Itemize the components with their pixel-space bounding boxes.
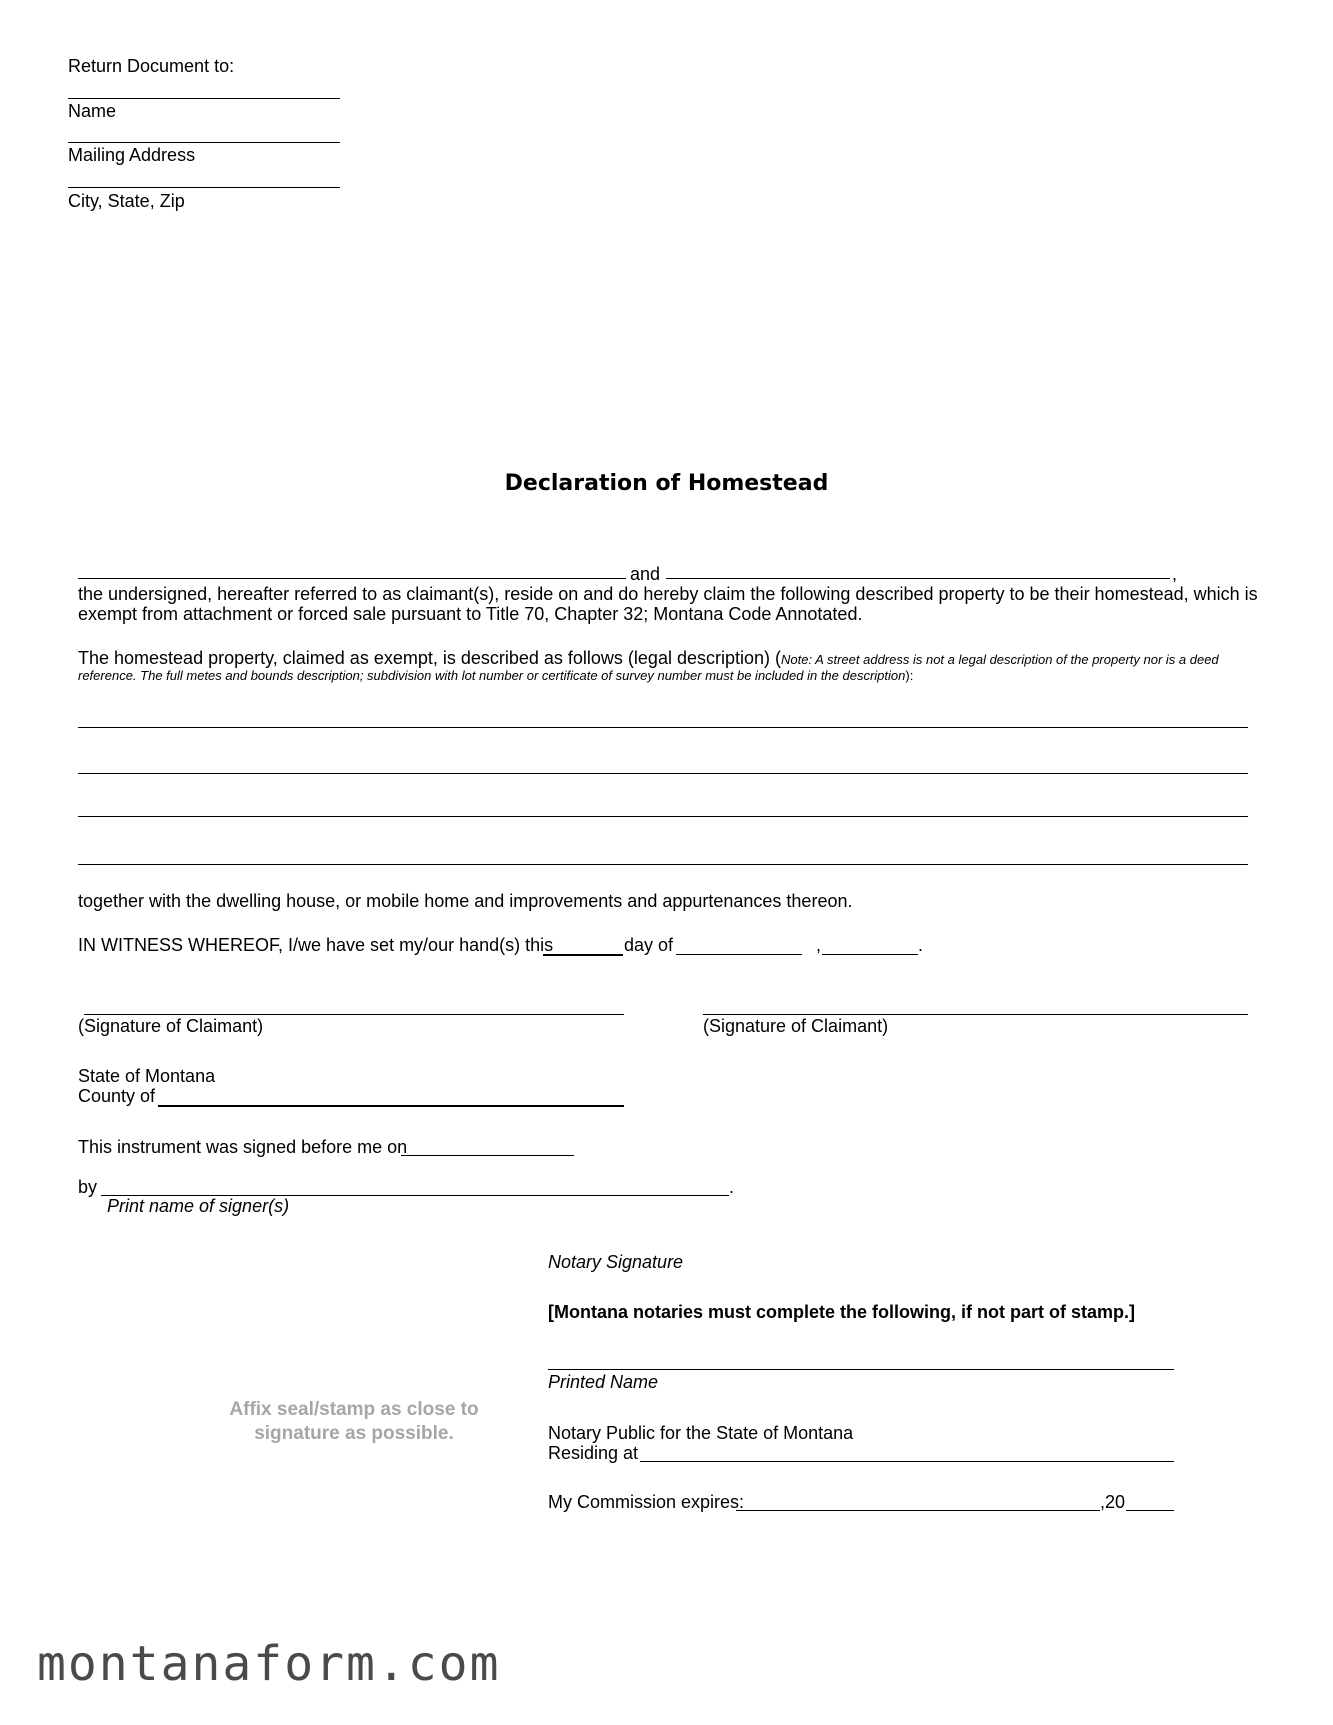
notary-year-prefix: ,20 [1100, 1492, 1126, 1512]
seal-note-line1: Affix seal/stamp as close to [229, 1399, 479, 1420]
signed-before-label: This instrument was signed before me on [78, 1137, 408, 1157]
witness-month-line[interactable] [676, 954, 802, 955]
witness-comma: , [816, 935, 822, 955]
legal-description-line-1[interactable] [78, 727, 1248, 728]
claimant-signature-label-right: (Signature of Claimant) [703, 1016, 889, 1036]
claimant-signature-line-left[interactable] [84, 1014, 624, 1015]
claimant-statement-line1: the undersigned, hereafter referred to as claimant(s), reside on and do hereby claim the following described property to be their homestead, which is [78, 584, 1258, 604]
notary-commission-label: My Commission expires: [548, 1492, 745, 1512]
legal-description-line-3[interactable] [78, 816, 1248, 817]
signer-period: . [729, 1177, 735, 1197]
and-word: and [630, 564, 661, 584]
notary-printed-name-line[interactable] [548, 1369, 1174, 1370]
return-heading: Return Document to: [68, 56, 235, 76]
property-note-1: Note: A street address is not a legal description of the property nor is a deed [780, 652, 1219, 667]
notary-commission-line[interactable] [736, 1510, 1100, 1511]
property-note-line2 [78, 668, 913, 683]
claimant-signature-line-right[interactable] [703, 1014, 1248, 1015]
signed-date-line[interactable] [401, 1155, 574, 1156]
witness-day-of: day of [624, 935, 674, 955]
return-city-line[interactable] [68, 187, 340, 188]
notary-public-for: Notary Public for the State of Montana [548, 1423, 854, 1443]
claimant-signature-label-left: (Signature of Claimant) [78, 1016, 264, 1036]
return-city-label: City, State, Zip [68, 191, 185, 211]
property-lead-text: The homestead property, claimed as exempt, is described as follows (legal description) ( [78, 648, 781, 668]
notary-residing-line[interactable] [640, 1461, 1174, 1462]
witness-day-line[interactable] [543, 954, 623, 956]
notary-residing-label: Residing at [548, 1443, 639, 1463]
witness-period: . [918, 935, 924, 955]
return-address-label: Mailing Address [68, 145, 196, 165]
site-watermark: montanaform.com [37, 1636, 501, 1692]
seal-note [200, 1398, 508, 1446]
return-name-line[interactable] [68, 98, 340, 99]
notary-printed-name-label: Printed Name [548, 1372, 659, 1392]
document-title: Declaration of Homestead [504, 471, 829, 496]
notary-instruction: [Montana notaries must complete the following, if not part of stamp.] [548, 1302, 1136, 1322]
together-text: together with the dwelling house, or mobile home and improvements and appurtenances thereon. [78, 891, 853, 911]
claimant-comma: , [1172, 564, 1178, 584]
legal-description-line-4[interactable] [78, 864, 1248, 865]
by-label: by [78, 1177, 98, 1197]
return-name-label: Name [68, 101, 117, 121]
witness-year-line[interactable] [822, 954, 918, 955]
print-name-label: Print name of signer(s) [107, 1196, 290, 1216]
seal-note-line2: signature as possible. [254, 1423, 454, 1444]
claimant-1-line[interactable] [78, 578, 626, 579]
return-address-line[interactable] [68, 142, 340, 143]
notary-year-line[interactable] [1126, 1510, 1174, 1511]
venue-state: State of Montana [78, 1066, 216, 1086]
witness-prefix: IN WITNESS WHEREOF, I/we have set my/our hand(s) this [78, 935, 554, 955]
claimant-2-line[interactable] [666, 578, 1170, 579]
property-note-end: ): [905, 668, 914, 683]
venue-county-label: County of [78, 1086, 156, 1106]
property-note-2: reference. The full metes and bounds description; subdivision with lot number or certificate of survey number must be included in the description [78, 668, 906, 683]
legal-description-line-2[interactable] [78, 773, 1248, 774]
claimant-statement-line2: exempt from attachment or forced sale pursuant to Title 70, Chapter 32; Montana Code Annotated. [78, 604, 863, 624]
property-lead [78, 648, 1219, 670]
notary-signature-label: Notary Signature [548, 1252, 684, 1272]
venue-county-line[interactable] [158, 1105, 624, 1107]
